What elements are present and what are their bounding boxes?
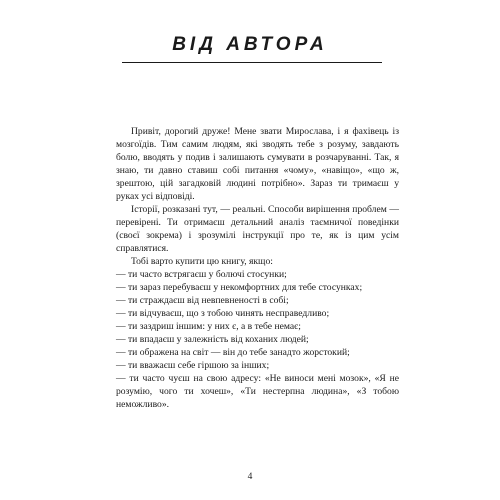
list-item: — ти страждаєш від невпевненості в собі;	[116, 295, 289, 306]
list-item: — ти відчуваєш, що з тобою чинять несправедливо;	[116, 308, 330, 319]
title-underline	[122, 62, 382, 63]
list-item: — ти зараз перебуваєш у некомфортних для тебе стосунках;	[116, 282, 363, 293]
list-item: — ти вважаєш себе гіршою за інших;	[116, 360, 270, 371]
paragraph-stories: Історії, розказані тут, — реальні. Способи вирішення проблем — перевірені. Ти отримаєш детальний аналіз таємничої поведінки (своєї зокрема) і зрозумілі інструкції про те, як із цим усім справлятися.	[116, 204, 399, 254]
page-title: ВІД АВТОРА	[172, 34, 328, 55]
page-number: 4	[247, 472, 253, 482]
list-item: — ти часто встрягаєш у болючі стосунки;	[116, 269, 287, 280]
paragraph-list-lead: Тобі варто купити цю книгу, якщо:	[131, 256, 273, 267]
list-item: — ти часто чуєш на свою адресу: «Не виноси мені мозок», «Я не розумію, чого ти хочеш», «Ти нестерпна людина», «З тобою неможливо».	[116, 373, 399, 410]
list-item: — ти впадаєш у залежність від коханих людей;	[116, 334, 309, 345]
list-item: — ти ображена на світ — він до тебе занадто жорстокий;	[116, 347, 350, 358]
paragraph-intro: Привіт, дорогий друже! Мене звати Мирослава, і я фахівець із мозгоїдів. Тим самим людям, які зводять тебе з розуму, завдають болю, вводять у подив і залишають сумувати в розчаруванні. Так, я знаю, ти давно ставиш собі питання «чому», «навіщо», «що ж, зрештою, цій загадковій людині потрібно». Зараз ти тримаєш у руках усі відповіді.	[116, 126, 399, 202]
body-text	[116, 125, 399, 411]
list-item: — ти заздриш іншим: у них є, а в тебе немає;	[116, 321, 301, 332]
